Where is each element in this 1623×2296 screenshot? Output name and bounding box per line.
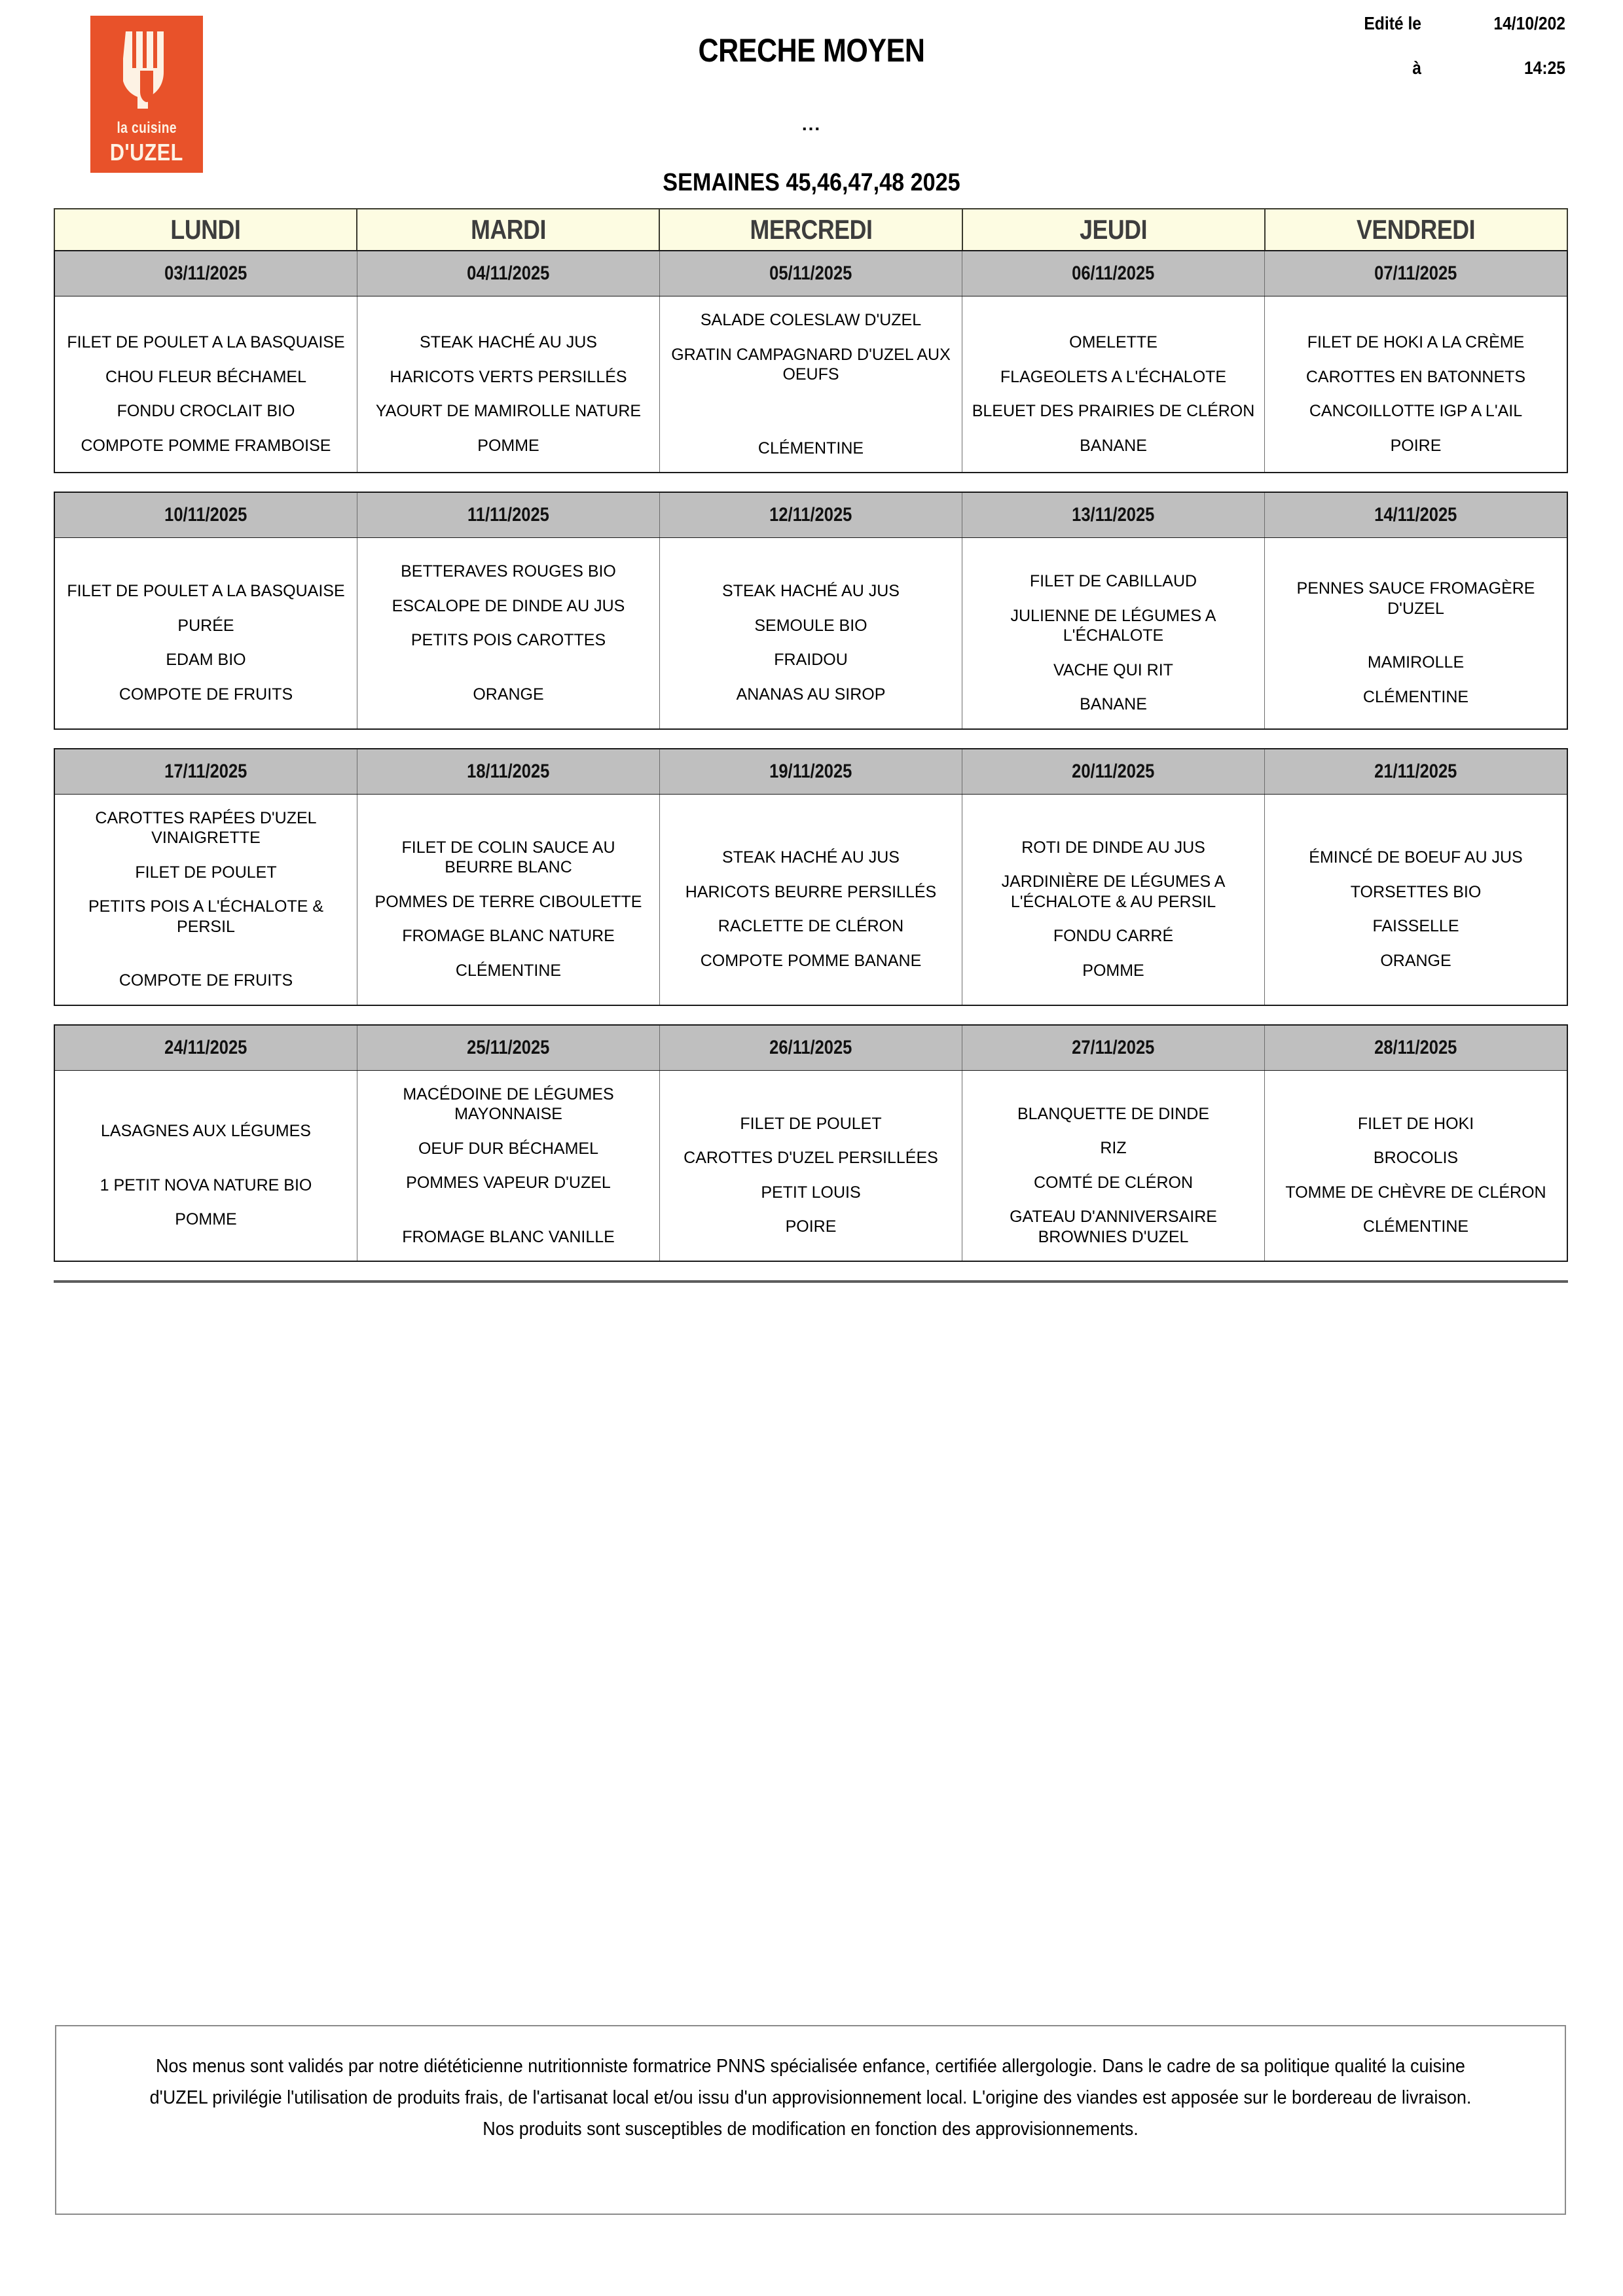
day-name-label: MARDI [470, 214, 546, 245]
day-name-cell [1266, 209, 1567, 250]
menu-dish [969, 1077, 1258, 1097]
date-label: 26/11/2025 [769, 1036, 852, 1058]
menu-day-cell [660, 296, 962, 472]
date-label: 28/11/2025 [1374, 1036, 1457, 1058]
date-label: 18/11/2025 [467, 760, 550, 782]
date-label: 06/11/2025 [1072, 262, 1155, 284]
menu-dish: FILET DE POULET [135, 863, 277, 882]
menu-dish: OEUF DUR BÉCHAMEL [418, 1139, 599, 1158]
date-cell [55, 749, 357, 794]
menu-dish: BANANE [1080, 695, 1147, 713]
menu-dish: FILET DE HOKI A LA CRÈME [1307, 333, 1525, 351]
date-label: 21/11/2025 [1374, 760, 1457, 782]
page-title: CRECHE MOYEN [698, 32, 925, 69]
date-cell [55, 1026, 357, 1070]
menu-dish: BANANE [1080, 436, 1147, 455]
menu-dish: OMELETTE [1069, 333, 1158, 351]
menu-day-cell [962, 296, 1265, 472]
menu-dish [1271, 821, 1560, 840]
menu-dish [666, 392, 955, 412]
menu-day-cell [1265, 1071, 1567, 1261]
menu-dish: FAISSELLE [1372, 917, 1459, 935]
date-row [55, 493, 1567, 538]
menu-row [55, 296, 1567, 472]
menu-dish: YAOURT DE MAMIROLLE NATURE [375, 402, 642, 420]
menu-table [54, 208, 1568, 1283]
menu-dish: GRATIN CAMPAGNARD D'UZEL AUX OEUFS [671, 345, 951, 384]
menu-dish: CANCOILLOTTE IGP A L'AIL [1309, 402, 1523, 420]
date-cell [55, 251, 357, 296]
menu-dish: SALADE COLESLAW D'UZEL [700, 311, 922, 329]
menu-day-cell [55, 538, 357, 728]
date-cell [1265, 1026, 1567, 1070]
menu-dish: MACÉDOINE DE LÉGUMES MAYONNAISE [403, 1085, 614, 1123]
menu-dish: CAROTTES EN BATONNETS [1305, 367, 1526, 386]
menu-day-cell [962, 538, 1265, 728]
menu-day-cell [660, 538, 962, 728]
menu-dish: FILET DE HOKI [1357, 1114, 1474, 1133]
menu-day-cell [962, 795, 1265, 1005]
date-cell [1265, 251, 1567, 296]
menu-dish [364, 306, 653, 325]
edition-info [1264, 13, 1565, 102]
menu-dish: POMMES VAPEUR D'UZEL [406, 1174, 611, 1192]
menu-dish: TORSETTES BIO [1350, 882, 1482, 901]
menu-dish [666, 554, 955, 574]
edition-time-row [1264, 58, 1565, 79]
menu-dish: BLEUET DES PRAIRIES DE CLÉRON [972, 402, 1255, 420]
logo-line-2: D'UZEL [110, 139, 183, 166]
date-row [55, 1026, 1567, 1071]
menu-dish: GATEAU D'ANNIVERSAIRE BROWNIES D'UZEL [1010, 1208, 1217, 1246]
menu-dish: PETITS POIS A L'ÉCHALOTE & PERSIL [88, 897, 324, 936]
menu-dish: ORANGE [1380, 951, 1451, 970]
menu-dish [364, 658, 653, 677]
day-name-label: JEUDI [1080, 214, 1148, 245]
date-cell [357, 1026, 660, 1070]
date-cell [55, 493, 357, 537]
date-cell [660, 251, 962, 296]
week-block [54, 748, 1568, 1006]
day-name-cell [357, 209, 660, 250]
menu-dish [969, 306, 1258, 325]
date-label: 07/11/2025 [1374, 262, 1457, 284]
menu-dish: STEAK HACHÉ AU JUS [722, 848, 900, 867]
date-label: 13/11/2025 [1072, 504, 1155, 526]
menu-day-cell [357, 538, 660, 728]
menu-dish: TOMME DE CHÈVRE DE CLÉRON [1285, 1183, 1546, 1202]
date-cell [357, 749, 660, 794]
menu-dish: PURÉE [177, 616, 234, 635]
menu-dish: COMPOTE DE FRUITS [119, 685, 293, 704]
menu-dish: POMME [1082, 961, 1144, 980]
menu-dish: FILET DE POULET A LA BASQUAISE [67, 333, 345, 351]
date-label: 14/11/2025 [1374, 504, 1457, 526]
menu-day-cell [962, 1071, 1265, 1261]
menu-dish: COMPOTE DE FRUITS [119, 971, 293, 990]
menu-dish: POIRE [1390, 436, 1442, 455]
menu-dish: CHOU FLEUR BÉCHAMEL [105, 367, 306, 386]
menu-dish: PENNES SAUCE FROMAGÈRE D'UZEL [1296, 579, 1535, 618]
menu-dish [62, 554, 350, 574]
menu-dish: FROMAGE BLANC NATURE [402, 927, 615, 946]
bottom-rule [54, 1280, 1568, 1283]
date-label: 17/11/2025 [164, 760, 247, 782]
date-label: 11/11/2025 [467, 504, 549, 526]
date-label: 12/11/2025 [769, 504, 852, 526]
time-label: à [1412, 58, 1421, 78]
week-block [54, 492, 1568, 730]
weeks-container [54, 250, 1568, 1262]
menu-day-cell [1265, 795, 1567, 1005]
date-row [55, 749, 1567, 795]
menu-dish [666, 821, 955, 840]
menu-day-cell [357, 296, 660, 472]
menu-day-cell [1265, 538, 1567, 728]
date-cell [660, 493, 962, 537]
menu-dish [62, 1149, 350, 1168]
menu-dish: LASAGNES AUX LÉGUMES [101, 1122, 311, 1140]
menu-dish: COMPOTE POMME FRAMBOISE [81, 436, 331, 455]
menu-dish: SEMOULE BIO [754, 616, 867, 635]
date-cell [962, 251, 1265, 296]
menu-dish [1271, 1087, 1560, 1107]
menu-dish: FONDU CROCLAIT BIO [117, 402, 295, 420]
menu-row [55, 1071, 1567, 1261]
menu-dish [1271, 306, 1560, 325]
day-name-label: LUNDI [170, 214, 241, 245]
menu-dish: ROTI DE DINDE AU JUS [1021, 838, 1205, 857]
day-name-cell [660, 209, 962, 250]
date-cell [1265, 749, 1567, 794]
menu-dish: STEAK HACHÉ AU JUS [722, 582, 900, 601]
date-label: 20/11/2025 [1072, 760, 1155, 782]
menu-dish: ANANAS AU SIROP [736, 685, 886, 704]
menu-day-cell [55, 1071, 357, 1261]
day-name-cell [963, 209, 1266, 250]
date-cell [962, 1026, 1265, 1070]
menu-dish [364, 1200, 653, 1220]
date-row [55, 251, 1567, 296]
edited-date: 14/10/202 [1493, 13, 1565, 33]
menu-dish: BETTERAVES ROUGES BIO [401, 562, 616, 581]
date-cell [357, 493, 660, 537]
menu-day-cell [357, 1071, 660, 1261]
menu-dish: CLÉMENTINE [1362, 1217, 1469, 1236]
menu-dish: PETITS POIS CAROTTES [410, 631, 606, 650]
menu-dish: FLAGEOLETS A L'ÉCHALOTE [1000, 367, 1227, 386]
time-value: 14:25 [1523, 58, 1565, 78]
edition-date-row [1264, 13, 1565, 34]
menu-dish: POMME [477, 436, 539, 455]
menu-dish: FILET DE POULET A LA BASQUAISE [67, 582, 345, 601]
menu-dish [666, 1087, 955, 1107]
date-cell [660, 1026, 962, 1070]
day-name-header-row [54, 208, 1568, 250]
date-label: 27/11/2025 [1072, 1036, 1155, 1058]
menu-dish [62, 1094, 350, 1114]
menu-dish: CLÉMENTINE [757, 439, 864, 457]
weeks-label: SEMAINES 45,46,47,48 2025 [663, 169, 960, 196]
week-block [54, 250, 1568, 473]
menu-dish: MAMIROLLE [1367, 653, 1465, 672]
menu-dish: FILET DE CABILLAUD [1029, 572, 1197, 590]
menu-dish: STEAK HACHÉ AU JUS [420, 333, 597, 351]
date-label: 04/11/2025 [467, 262, 550, 284]
menu-dish: ESCALOPE DE DINDE AU JUS [392, 596, 625, 615]
menu-dish: RIZ [1100, 1139, 1127, 1157]
menu-day-cell [660, 795, 962, 1005]
week-block [54, 1024, 1568, 1263]
date-label: 03/11/2025 [164, 262, 247, 284]
menu-dish [1271, 626, 1560, 645]
menu-dish: FILET DE POULET [740, 1114, 882, 1133]
day-name-label: VENDREDI [1357, 214, 1476, 245]
menu-day-cell [660, 1071, 962, 1261]
menu-dish [62, 944, 350, 963]
footer-note-text: Nos menus sont validés par notre diététicienne nutritionniste formatrice PNNS spécialisée enfance, certifiée allergologie. Dans le cadre de sa politique qualité la cuisine d'UZEL privilégie l'utilisation de produits frais, de l'artisanat local et/ou issu d'un approvisionnement local. L'origine des viandes est apposée sur le bordereau de livraison. Nos produits sont susceptibles de modification en fonction des approvisionnements. [149, 2056, 1472, 2140]
menu-dish [969, 545, 1258, 564]
date-label: 24/11/2025 [164, 1036, 247, 1058]
day-name-label: MERCREDI [750, 214, 873, 245]
menu-dish: JARDINIÈRE DE LÉGUMES A L'ÉCHALOTE & AU PERSIL [1001, 872, 1226, 911]
menu-dish: COMTÉ DE CLÉRON [1033, 1173, 1194, 1192]
menu-dish: POIRE [785, 1217, 837, 1236]
menu-dish: FROMAGE BLANC VANILLE [402, 1227, 615, 1246]
menu-dish: BROCOLIS [1373, 1149, 1459, 1168]
menu-dish: EDAM BIO [166, 651, 246, 670]
menu-day-cell [55, 296, 357, 472]
menu-day-cell [55, 795, 357, 1005]
menu-dish: HARICOTS BEURRE PERSILLÉS [685, 882, 937, 901]
menu-day-cell [1265, 296, 1567, 472]
menu-dish: ÉMINCÉ DE BOEUF AU JUS [1309, 848, 1523, 867]
subtitle-dots: ... [801, 114, 822, 134]
menu-dish [969, 811, 1258, 831]
date-label: 19/11/2025 [769, 760, 852, 782]
menu-dish: 1 PETIT NOVA NATURE BIO [100, 1175, 312, 1194]
menu-dish: FONDU CARRÉ [1053, 927, 1174, 946]
date-label: 05/11/2025 [769, 262, 852, 284]
date-label: 25/11/2025 [467, 1036, 550, 1058]
menu-dish [666, 412, 955, 431]
menu-day-cell [357, 795, 660, 1005]
menu-dish [62, 306, 350, 325]
date-cell [962, 749, 1265, 794]
menu-dish: CAROTTES D'UZEL PERSILLÉES [684, 1149, 938, 1168]
menu-dish: FILET DE COLIN SAUCE AU BEURRE BLANC [401, 838, 615, 877]
menu-dish: CAROTTES RAPÉES D'UZEL VINAIGRETTE [95, 808, 317, 847]
menu-dish [364, 811, 653, 831]
day-name-cell [55, 209, 357, 250]
date-label: 10/11/2025 [164, 504, 247, 526]
date-cell [357, 251, 660, 296]
menu-dish [1271, 552, 1560, 571]
logo-line-1: la cuisine [117, 119, 177, 137]
date-cell [660, 749, 962, 794]
menu-dish: HARICOTS VERTS PERSILLÉS [390, 367, 627, 386]
edited-label: Edité le [1364, 13, 1421, 33]
menu-dish: JULIENNE DE LÉGUMES A L'ÉCHALOTE [1010, 606, 1216, 645]
menu-dish: CLÉMENTINE [1362, 687, 1469, 706]
menu-dish: PETIT LOUIS [761, 1183, 861, 1202]
menu-dish: POMMES DE TERRE CIBOULETTE [374, 892, 642, 911]
menu-row [55, 795, 1567, 1005]
menu-row [55, 538, 1567, 728]
menu-dish: VACHE QUI RIT [1053, 660, 1173, 679]
footer-note-box [55, 2025, 1566, 2215]
menu-dish: CLÉMENTINE [455, 961, 562, 980]
date-cell [1265, 493, 1567, 537]
menu-dish: POMME [175, 1210, 237, 1229]
page-header [0, 0, 1623, 196]
menu-dish: RACLETTE DE CLÉRON [718, 917, 904, 935]
menu-dish: COMPOTE POMME BANANE [700, 951, 922, 970]
date-cell [962, 493, 1265, 537]
menu-dish: ORANGE [473, 685, 544, 704]
menu-dish: BLANQUETTE DE DINDE [1017, 1104, 1210, 1123]
menu-dish: FRAIDOU [774, 651, 848, 670]
